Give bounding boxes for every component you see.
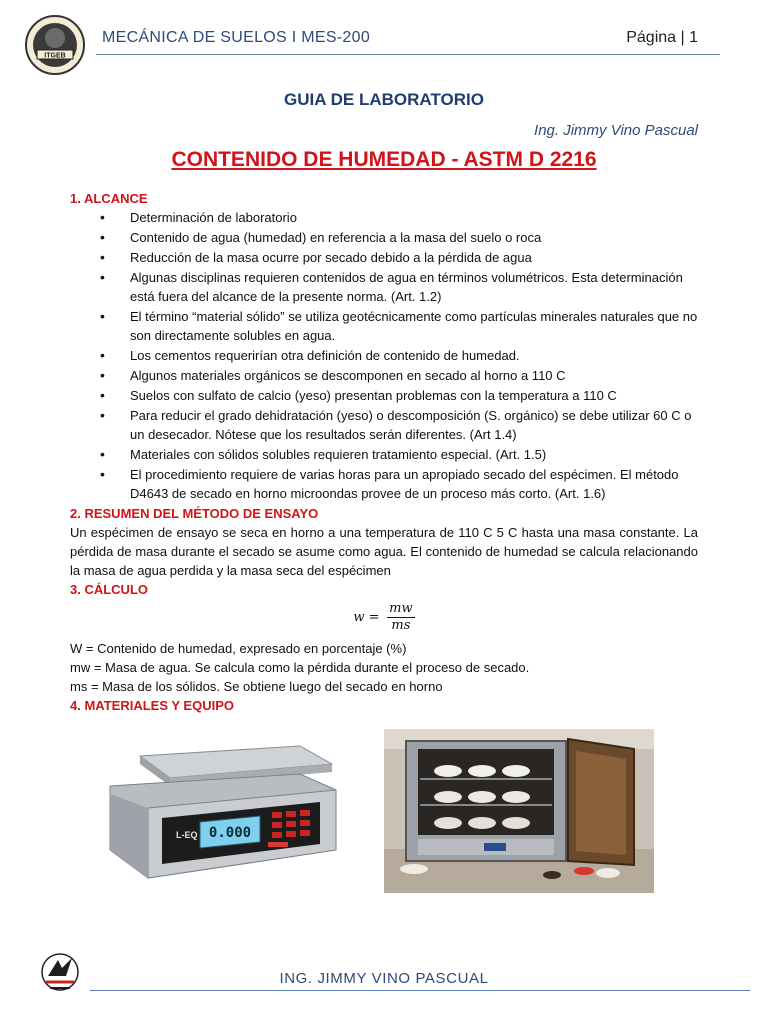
section-heading-resumen: 2. RESUMEN DEL MÉTODO DE ENSAYO xyxy=(70,506,319,521)
list-item: • El término “material sólido” se utiliza geotécnicamente como partículas minerales naturales que no son directamente solubles en agua. xyxy=(70,307,698,345)
list-item: • El procedimiento requiere de varias horas para un apropiado secado del espécimen. El método D4643 de secado en horno microondas provee de un proceso más corto. (Art. 1.6) xyxy=(70,465,698,503)
digital-scale-image xyxy=(100,738,340,888)
formula-fraction xyxy=(387,601,414,634)
list-item: • Algunas disciplinas requieren contenidos de agua en términos volumétricos. Esta determinación está fuera del alcance de la presente norma. (Art. 1.2) xyxy=(70,268,698,306)
drying-oven-image xyxy=(384,729,654,893)
scale-display-text: 0.000 xyxy=(208,825,252,841)
list-item: • Determinación de laboratorio xyxy=(70,208,698,227)
institution-logo xyxy=(24,14,86,76)
list-item: • Materiales con sólidos solubles requieren tratamiento especial. (Art. 1.5) xyxy=(70,445,698,464)
course-title: MECÁNICA DE SUELOS I MES-200 xyxy=(102,29,371,46)
section-heading-materiales: 4. MATERIALES Y EQUIPO xyxy=(70,698,234,713)
resumen-paragraph: Un espécimen de ensayo se seca en horno a una temperatura de 110 C 5 C hasta una masa constante. La pérdida de masa durante el secado se asume como agua. El contenido de humedad se calcula relacionando la masa de agua perdida y la masa seca del espécimen xyxy=(70,525,698,578)
moisture-formula xyxy=(70,601,698,637)
definition-ms: ms = Masa de los sólidos. Se obtiene luego del secado en horno xyxy=(70,679,443,694)
header-rule xyxy=(96,54,720,55)
footer-author: ING. JIMMY VINO PASCUAL xyxy=(279,970,489,987)
page-number: Página | 1 xyxy=(626,29,698,46)
section-heading-alcance: 1. ALCANCE xyxy=(70,191,148,206)
content-body xyxy=(70,189,698,715)
list-item: • Contenido de agua (humedad) en referencia a la masa del suelo o roca xyxy=(70,228,698,247)
scale-brand-text: L-EQ xyxy=(176,830,198,840)
alcance-list xyxy=(70,208,698,503)
list-item: • Los cementos requerirían otra definición de contenido de humedad. xyxy=(70,346,698,365)
document-title: CONTENIDO DE HUMEDAD - ASTM D 2216 xyxy=(171,148,597,171)
list-item: • Algunos materiales orgánicos se descomponen en secado al horno a 110 C xyxy=(70,366,698,385)
formula-denominator: ms xyxy=(391,618,411,633)
footer-rule xyxy=(90,990,750,991)
definition-mw: mw = Masa de agua. Se calcula como la pérdida durante el proceso de secado. xyxy=(70,660,530,675)
list-item: • Reducción de la masa ocurre por secado debido a la pérdida de agua xyxy=(70,248,698,267)
section-heading-calculo: 3. CÁLCULO xyxy=(70,582,148,597)
formula-numerator: mw xyxy=(389,601,413,616)
logo-text: ITGEB xyxy=(44,52,66,60)
list-item: • Suelos con sulfato de calcio (yeso) presentan problemas con la temperatura a 110 C xyxy=(70,386,698,405)
definition-w: W = Contenido de humedad, expresado en porcentaje (%) xyxy=(70,641,407,656)
formula-lhs: w = xyxy=(353,610,380,625)
author-name: Ing. Jimmy Vino Pascual xyxy=(534,122,698,139)
guide-title: GUIA DE LABORATORIO xyxy=(284,90,484,109)
list-item: • Para reducir el grado dehidratación (yeso) o descomposición (S. orgánico) se debe utilizar 60 C o un desecador. Nótese que los resultados serán diferentes. (Art 1.4) xyxy=(70,406,698,444)
